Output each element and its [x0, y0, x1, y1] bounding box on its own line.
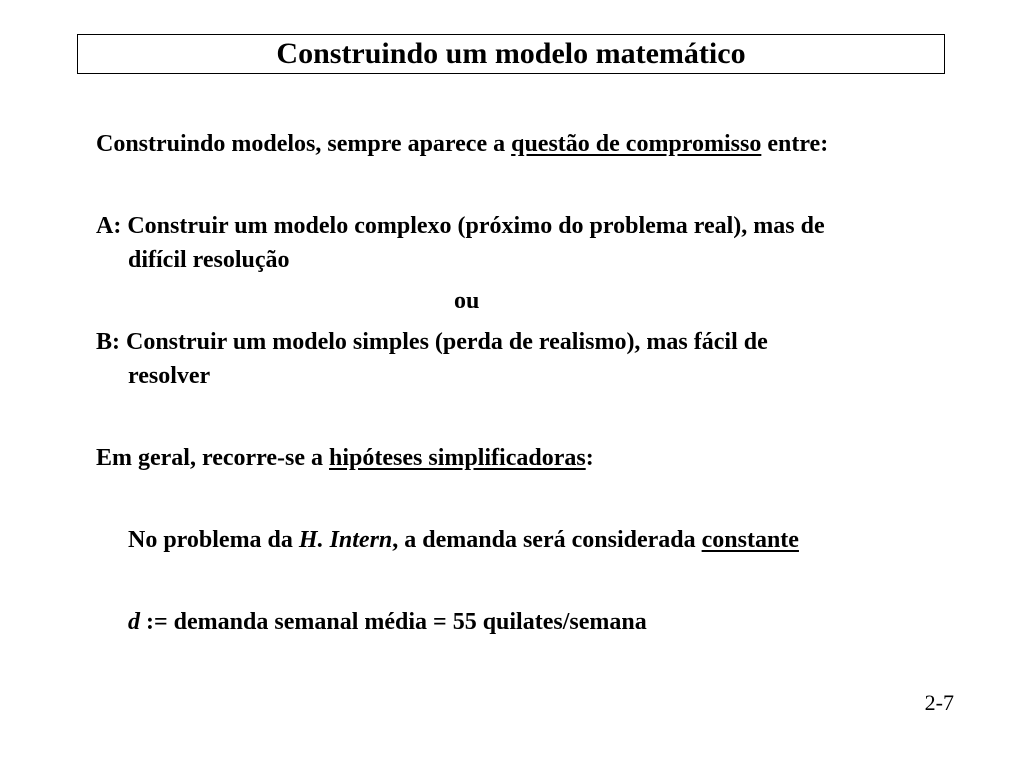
option-a-line-1: A: Construir um modelo complexo (próximo do problema real), mas de: [96, 213, 825, 239]
slide-title: Construindo um modelo matemático: [276, 37, 746, 70]
page-number: 2-7: [924, 690, 954, 715]
option-a-line-2: difícil resolução: [128, 247, 290, 273]
definition-line: [128, 605, 647, 639]
definition-text: := demanda semanal média = 55 quilates/semana: [140, 609, 647, 635]
hypotheses-underlined-term: hipóteses simplificadoras: [329, 445, 586, 471]
hypotheses-line: [96, 441, 594, 475]
slide-title-box: [77, 34, 945, 74]
problem-text: No problema da: [128, 527, 299, 553]
problem-underlined-term: constante: [701, 527, 799, 553]
problem-company-name: H. Intern: [298, 527, 393, 553]
intro-line: [96, 127, 828, 161]
problem-line: [128, 523, 799, 557]
intro-text-end: entre:: [761, 131, 829, 157]
hypotheses-text: Em geral, recorre-se a: [96, 445, 330, 471]
problem-text-middle: , a demanda será considerada: [392, 527, 702, 553]
intro-underlined-term: questão de compromisso: [511, 131, 762, 157]
option-b-line-2: resolver: [128, 363, 211, 389]
hypotheses-text-end: :: [585, 445, 594, 471]
intro-text: Construindo modelos, sempre aparece a: [96, 131, 512, 157]
option-b-line-1: B: Construir um modelo simples (perda de realismo), mas fácil de: [96, 329, 768, 355]
separator-ou: ou: [454, 288, 480, 314]
definition-variable: d: [128, 609, 140, 635]
